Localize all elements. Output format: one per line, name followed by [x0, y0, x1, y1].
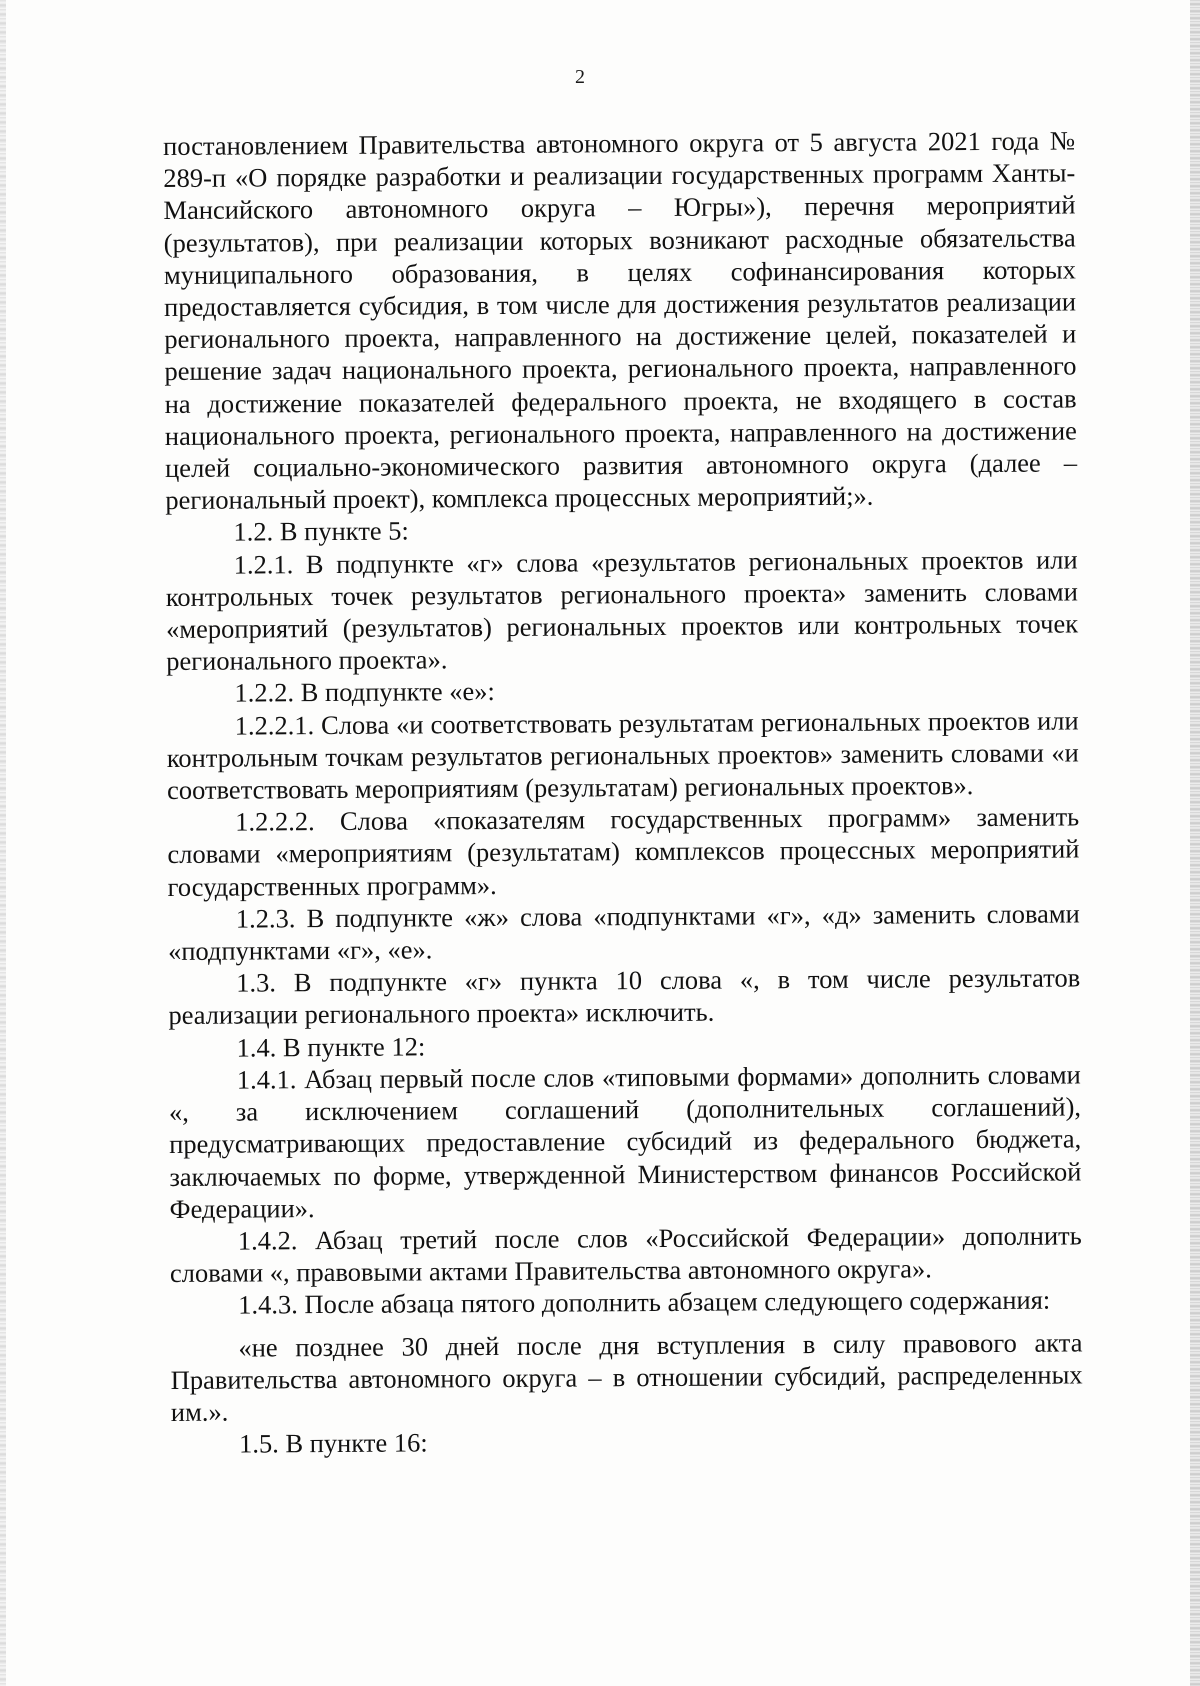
paragraph-1-4-2: 1.4.2. Абзац третий после слов «Российской Федерации» дополнить словами «, правовыми актами Правительства автономного округа».: [169, 1220, 1082, 1289]
scan-edge-right: [1190, 0, 1200, 1686]
paragraph-1-2-2: 1.2.2. В подпункте «е»:: [234, 676, 495, 709]
paragraph-1-2: 1.2. В пункте 5:: [233, 515, 409, 548]
paragraph-1-2-1: 1.2.1. В подпункте «г» слова «результатов региональных проектов или контрольных точек результатов регионального проекта» заменить словами «мероприятий (результатов) региональных проектов или контрольных точек регионального проекта».: [165, 544, 1079, 677]
paragraph-1-3: 1.3. В подпункте «г» пункта 10 слова «, в том числе результатов реализации регионального проекта» исключить.: [168, 962, 1081, 1031]
paragraph-1-4-1: 1.4.1. Абзац первый после слов «типовыми формами» дополнить словами «, за исключением соглашений (дополнительных соглашений), предусматривающих предоставление субсидий из федерального бюджета, заключаемых по форме, утвержденной Министерством финансов Российской Федерации».: [168, 1059, 1082, 1224]
quoted-new-paragraph: «не позднее 30 дней после дня вступления в силу правового акта Правительства автономного округа – в отношении субсидий, распределенных им.».: [170, 1326, 1083, 1427]
paragraph-1-4-3: 1.4.3. После абзаца пятого дополнить абзацем следующего содержания:: [238, 1284, 1051, 1320]
paragraph-1-2-2-1: 1.2.2.1. Слова «и соответствовать результатам региональных проектов или контрольным точкам результатов региональных проектов» заменить словами «и соответствовать мероприятиям (результатам) региональных проектов».: [166, 705, 1079, 806]
document-body: [163, 124, 1083, 1460]
paragraph-1-4: 1.4. В пункте 12:: [236, 1031, 426, 1063]
page-number: 2: [575, 66, 585, 88]
paragraph-1-2-2-2: 1.2.2.2. Слова «показателям государственных программ» заменить словами «мероприятиям (результатам) комплексов процессных мероприятий государственных программ».: [167, 801, 1080, 902]
paragraph-1-2-3: 1.2.3. В подпункте «ж» слова «подпунктами «г», «д» заменить словами «подпунктами «г», «е».: [167, 898, 1080, 967]
paragraph-continuation: постановлением Правительства автономного округа от 5 августа 2021 года № 289-п «О порядке разработки и реализации государственных программ Ханты-Мансийского автономного округа – Югры»), перечня мероприятий (результатов), при реализации которых возникают расходные обязательства муниципального образования, в целях софинансирования которых предоставляется субсидия, в том числе для достижения результатов реализации регионального проекта, направленного на достижение целей, показателей и решение задач национального проекта, регионального проекта, направленного на достижение показателей федерального проекта, не входящего в состав национального проекта, регионального проекта, направленного на достижение целей социально-экономического развития автономного округа (далее – региональный проект), комплекса процессных мероприятий;».: [163, 125, 1078, 516]
paragraph-1-5: 1.5. В пункте 16:: [238, 1427, 428, 1459]
scan-edge-left: [0, 0, 6, 1686]
